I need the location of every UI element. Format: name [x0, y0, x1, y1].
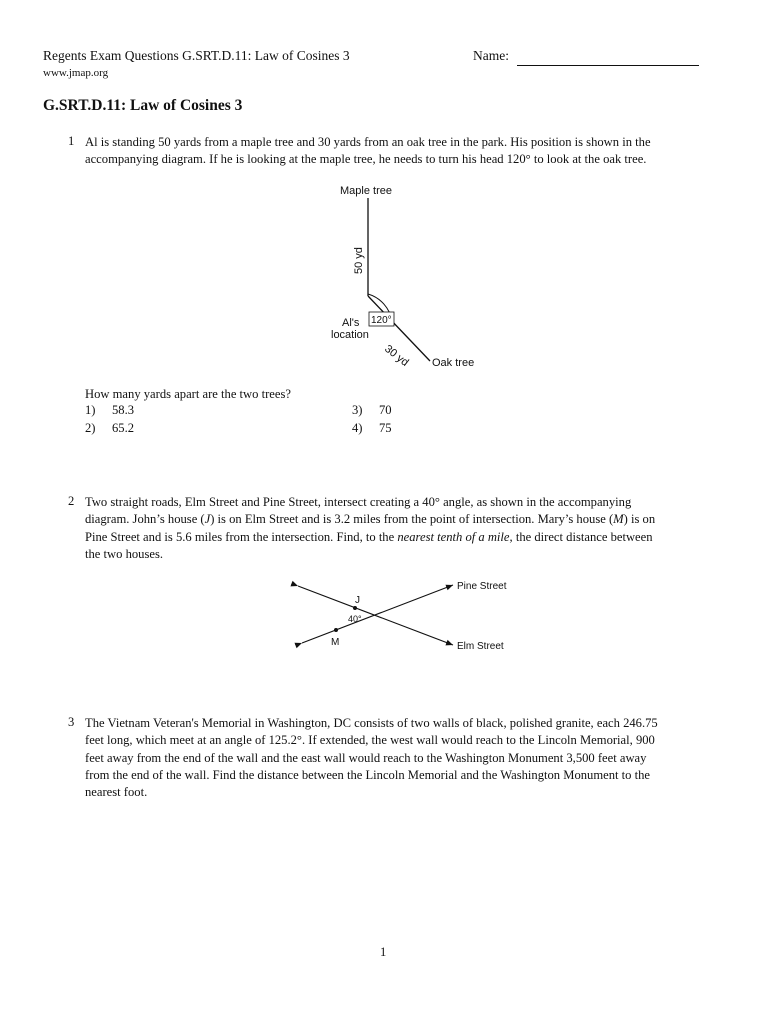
choice-3-value: 70: [379, 403, 392, 417]
maple-tree-label: Maple tree: [340, 185, 392, 197]
name-label: Name:: [473, 48, 509, 63]
page-title: G.SRT.D.11: Law of Cosines 3: [43, 97, 243, 114]
m-label: M: [331, 637, 340, 648]
elm-street-label: Elm Street: [457, 641, 504, 652]
choice-4-number: 4): [352, 421, 363, 435]
pine-street-label: Pine Street: [457, 581, 507, 592]
question-3-number: 3: [68, 715, 75, 729]
question-1-diagram: [320, 178, 490, 373]
question-1-line-2: accompanying diagram. If he is looking at the maple tree, he needs to turn his head 120° to look at the oak tree.: [85, 152, 647, 167]
question-2-number: 2: [68, 494, 75, 508]
choice-4-value: 75: [379, 421, 392, 435]
al-location-label-2: location: [331, 329, 369, 341]
choice-3-number: 3): [352, 403, 363, 417]
choice-1-number: 1): [85, 403, 96, 417]
mary-house-point: [334, 628, 338, 632]
angle-120-label: 120°: [371, 315, 392, 326]
oak-tree-label: Oak tree: [432, 357, 475, 369]
question-1-line-1: Al is standing 50 yards from a maple tree and 30 yards from an oak tree in the park. His position is shown in the: [85, 135, 651, 149]
john-house-point: [353, 606, 357, 610]
page-number: 1: [380, 945, 387, 959]
question-2-line-3: Pine Street and is 5.6 miles from the intersection. Find, to the nearest tenth of a mile, the direct distance between: [85, 529, 653, 544]
question-2-line-1: Two straight roads, Elm Street and Pine Street, intersect creating a 40° angle, as shown in the accompanying: [85, 495, 632, 509]
choice-1-value: 58.3: [112, 403, 135, 417]
header-site: www.jmap.org: [43, 67, 109, 79]
question-1-prompt: How many yards apart are the two trees?: [85, 387, 291, 401]
question-3-line-4: from the end of the wall. Find the distance between the Lincoln Memorial and the Washington Monument to the: [85, 767, 650, 782]
question-2-diagram: [290, 575, 530, 655]
question-3-line-5: nearest foot.: [85, 785, 148, 800]
al-location-label-1: Al's: [342, 317, 360, 329]
distance-50-label: 50 yd: [353, 247, 365, 274]
question-1-text: [85, 134, 735, 169]
distance-30-label: 30 yd: [382, 342, 411, 369]
angle-40-label: 40°: [348, 614, 362, 624]
question-3-line-3: feet away from the end of the wall and the east wall would reach to the Washington Monument 3,500 feet away: [85, 750, 647, 765]
question-3-line-2: feet long, which meet at an angle of 125.2°. If extended, the west wall would reach to the Lincoln Memorial, 900: [85, 733, 655, 748]
question-2-line-4: the two houses.: [85, 546, 164, 561]
j-label: J: [355, 595, 360, 606]
choice-2-value: 65.2: [112, 421, 135, 435]
question-2-line-2: diagram. John’s house (J) is on Elm Street and is 3.2 miles from the point of intersection. Mary’s house (M) is on: [85, 512, 656, 527]
question-3-line-1: The Vietnam Veteran's Memorial in Washington, DC consists of two walls of black, polished granite, each 246.75: [85, 716, 658, 730]
question-2-text: [85, 494, 735, 563]
name-blank-line: [517, 65, 699, 66]
question-3-text: [85, 715, 735, 801]
question-1-number: 1: [68, 134, 75, 148]
choice-2-number: 2): [85, 421, 96, 435]
header-title: Regents Exam Questions G.SRT.D.11: Law of Cosines 3: [43, 48, 350, 63]
